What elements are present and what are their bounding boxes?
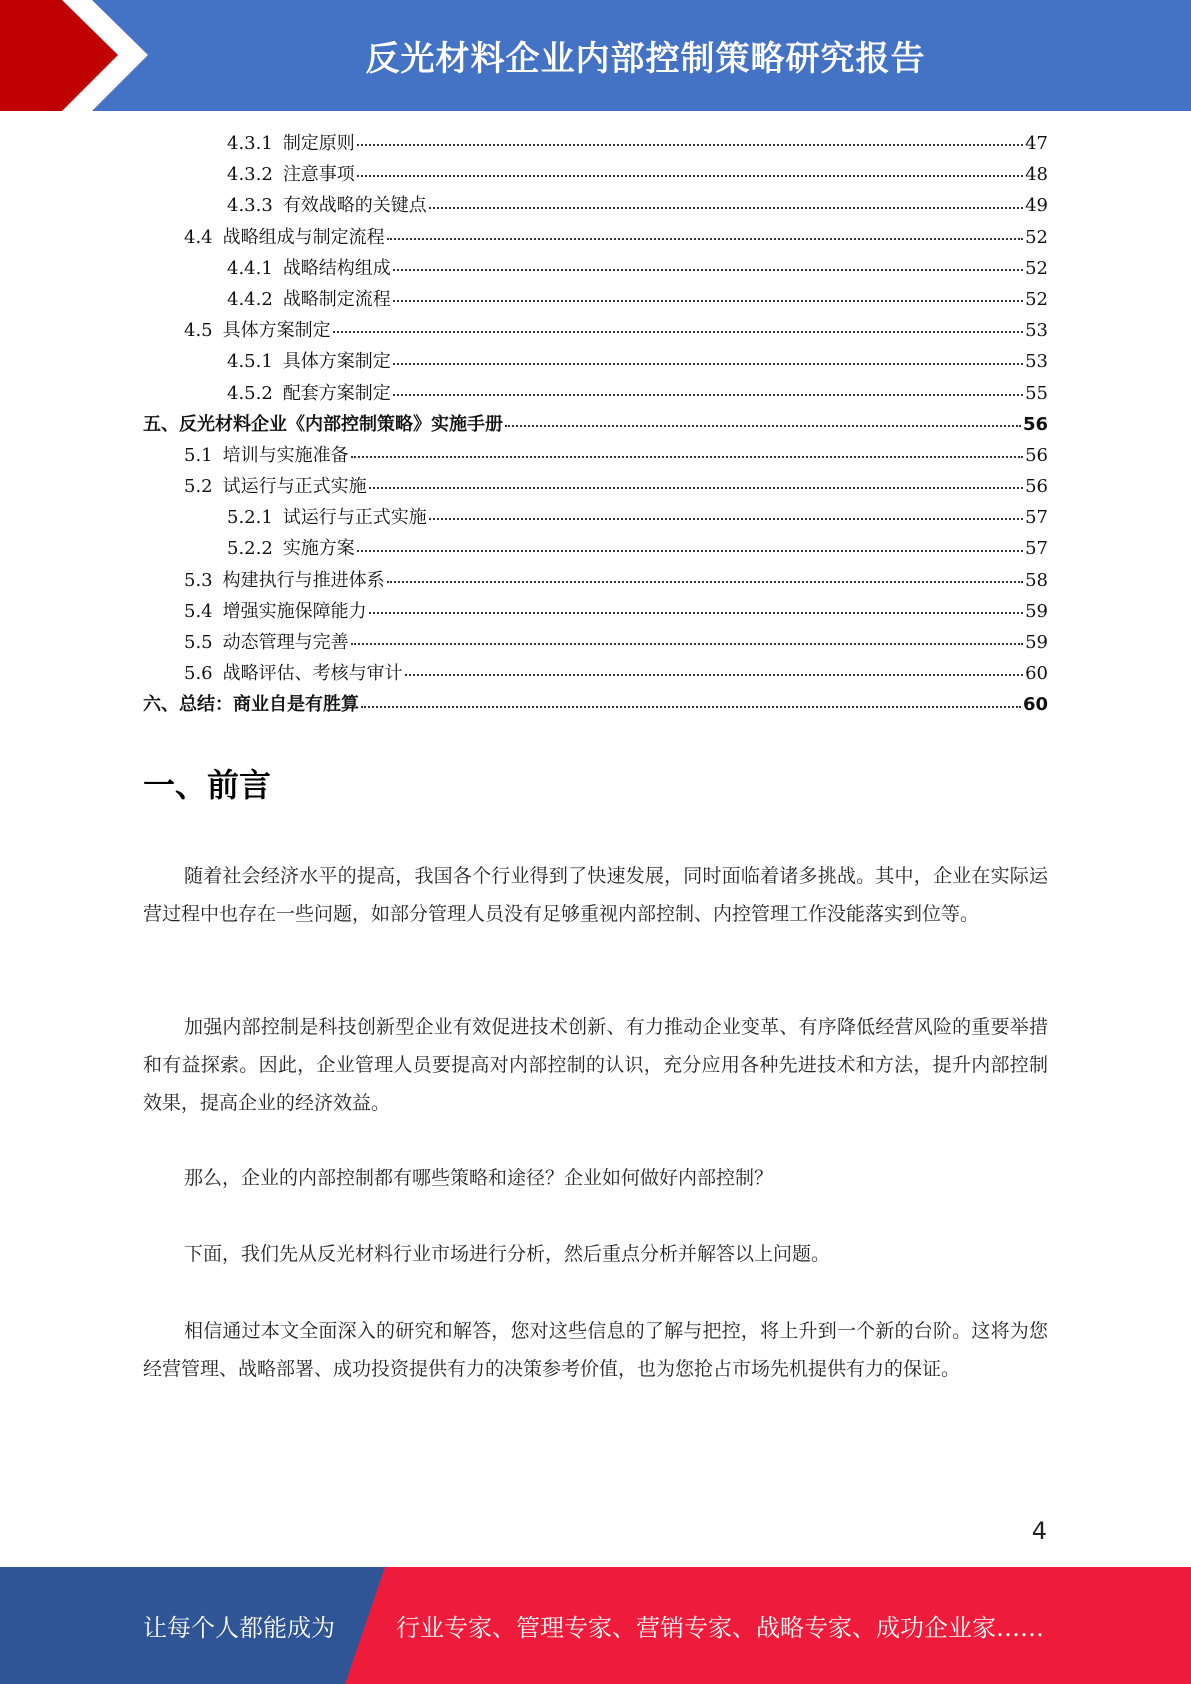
toc-entry-number: 5.6 xyxy=(184,663,213,685)
toc-entry-page: 58 xyxy=(1025,569,1048,591)
toc-entry-page: 52 xyxy=(1025,257,1048,279)
toc-entry-number: 5.2.1 xyxy=(227,507,273,529)
toc-entry-title: 试运行与正式实施 xyxy=(222,476,367,498)
toc-entry-title: 动态管理与完善 xyxy=(222,632,349,653)
toc-entry-number: 4.4.1 xyxy=(227,257,273,279)
toc-entry-page: 60 xyxy=(1025,663,1048,685)
toc-dot-leader xyxy=(405,674,1023,676)
toc-entry-title: 五、反光材料企业《内部控制策略》实施手册 xyxy=(143,413,503,435)
page-header xyxy=(0,0,1191,111)
toc-entry-number: 5.5 xyxy=(184,632,213,653)
toc-entry-title: 试运行与正式实施 xyxy=(282,507,427,529)
toc-entry-page: 53 xyxy=(1025,351,1048,373)
toc-entry-title: 构建执行与推进体系 xyxy=(222,569,385,591)
toc-entry-number: 4.5.2 xyxy=(227,382,273,404)
toc-entry[interactable] xyxy=(143,253,1048,284)
toc-entry-number: 5.2.2 xyxy=(227,538,273,560)
toc-entry[interactable] xyxy=(143,471,1048,502)
toc-dot-leader xyxy=(333,331,1023,333)
paragraph: 相信通过本文全面深入的研究和解答，您对这些信息的了解与把控，将上升到一个新的台阶。这将为您经营管理、战略部署、成功投资提供有力的决策参考价值，也为您抢占市场先机提供有力的保证。 xyxy=(143,1320,1048,1380)
toc-dot-leader xyxy=(351,643,1023,645)
section-heading: 一、前言 xyxy=(143,766,272,804)
toc-entry[interactable] xyxy=(143,315,1048,346)
toc-entry[interactable] xyxy=(143,627,1048,658)
footer-slogan-left: 让每个人都能成为 xyxy=(143,1614,335,1642)
toc-entry-number: 5.4 xyxy=(184,600,213,622)
toc-entry[interactable] xyxy=(143,689,1048,720)
toc-entry-title: 培训与实施准备 xyxy=(222,444,349,466)
toc-dot-leader xyxy=(393,300,1023,302)
toc-entry-number: 4.4.2 xyxy=(227,288,273,310)
toc-entry-number: 4.3.3 xyxy=(227,195,273,217)
toc-entry-page: 60 xyxy=(1022,694,1048,716)
toc-entry-page: 47 xyxy=(1025,133,1048,154)
paragraph: 下面，我们先从反光材料行业市场进行分析，然后重点分析并解答以上问题。 xyxy=(184,1243,831,1265)
toc-entry[interactable] xyxy=(143,596,1048,627)
toc-entry-title: 战略评估、考核与审计 xyxy=(222,663,403,685)
toc-entry[interactable] xyxy=(143,565,1048,596)
toc-entry-title: 战略结构组成 xyxy=(282,257,391,279)
toc-entry-number: 4.5.1 xyxy=(227,351,273,373)
toc-entry[interactable] xyxy=(143,409,1048,440)
toc-entry-page: 53 xyxy=(1025,320,1048,342)
table-of-contents xyxy=(143,128,1048,721)
toc-entry-page: 49 xyxy=(1025,195,1048,217)
toc-entry-page: 55 xyxy=(1025,382,1048,404)
toc-dot-leader xyxy=(351,456,1023,458)
toc-entry-page: 56 xyxy=(1022,413,1048,435)
report-title: 反光材料企业内部控制策略研究报告 xyxy=(365,39,926,79)
toc-entry[interactable] xyxy=(143,190,1048,221)
toc-entry[interactable] xyxy=(143,128,1048,159)
toc-entry-title: 具体方案制定 xyxy=(222,320,331,342)
toc-entry-title: 注意事项 xyxy=(282,164,355,186)
toc-entry[interactable] xyxy=(143,502,1048,533)
toc-entry-title: 增强实施保障能力 xyxy=(222,600,367,622)
header-chevron-decoration xyxy=(0,0,160,111)
toc-entry-page: 59 xyxy=(1025,600,1048,622)
toc-dot-leader xyxy=(357,144,1023,146)
toc-entry[interactable] xyxy=(143,533,1048,564)
toc-dot-leader xyxy=(429,518,1023,520)
toc-dot-leader xyxy=(357,550,1023,552)
toc-entry-number: 5.1 xyxy=(184,444,213,466)
toc-entry-number: 5.2 xyxy=(184,476,213,498)
toc-entry-page: 48 xyxy=(1025,164,1048,186)
toc-entry-number: 4.5 xyxy=(184,320,213,342)
toc-entry-title: 有效战略的关键点 xyxy=(282,195,427,217)
toc-dot-leader xyxy=(369,612,1023,614)
toc-dot-leader xyxy=(393,394,1023,396)
toc-dot-leader xyxy=(393,269,1023,271)
footer-slogan-right: 行业专家、管理专家、营销专家、战略专家、成功企业家…… xyxy=(396,1614,1044,1642)
paragraph: 那么，企业的内部控制都有哪些策略和途径？企业如何做好内部控制？ xyxy=(184,1167,774,1189)
toc-entry-title: 具体方案制定 xyxy=(282,351,391,373)
toc-entry-title: 六、总结：商业自是有胜算 xyxy=(143,694,359,716)
paragraph: 加强内部控制是科技创新型企业有效促进技术创新、有力推动企业变革、有序降低经营风险的重要举措和有益探索。因此，企业管理人员要提高对内部控制的认识，充分应用各种先进技术和方法，提升内部控制效果，提高企业的经济效益。 xyxy=(143,1016,1048,1114)
page-number: 4 xyxy=(1031,1517,1047,1545)
toc-entry-number: 4.3.1 xyxy=(227,133,273,154)
toc-dot-leader xyxy=(393,363,1023,365)
toc-entry-page: 52 xyxy=(1025,288,1048,310)
toc-entry-title: 战略制定流程 xyxy=(282,288,391,310)
toc-entry[interactable] xyxy=(143,222,1048,253)
toc-entry[interactable] xyxy=(143,440,1048,471)
toc-entry-page: 56 xyxy=(1025,476,1048,498)
toc-entry[interactable] xyxy=(143,378,1048,409)
toc-entry-page: 56 xyxy=(1025,444,1048,466)
toc-dot-leader xyxy=(357,175,1023,177)
toc-entry[interactable] xyxy=(143,346,1048,377)
toc-dot-leader xyxy=(429,207,1023,209)
toc-dot-leader xyxy=(369,487,1023,489)
toc-entry-page: 57 xyxy=(1025,538,1048,560)
toc-entry-title: 配套方案制定 xyxy=(282,382,391,404)
toc-dot-leader xyxy=(361,706,1021,708)
toc-entry-title: 实施方案 xyxy=(282,538,355,560)
page-footer xyxy=(0,1567,1191,1684)
toc-entry[interactable] xyxy=(143,658,1048,689)
toc-entry[interactable] xyxy=(143,284,1048,315)
toc-entry-number: 4.3.2 xyxy=(227,164,273,186)
toc-entry-page: 57 xyxy=(1025,507,1048,529)
toc-dot-leader xyxy=(387,581,1023,583)
toc-entry-title: 战略组成与制定流程 xyxy=(222,226,385,248)
toc-dot-leader xyxy=(387,238,1023,240)
toc-entry-number: 4.4 xyxy=(184,226,213,248)
toc-entry-title: 制定原则 xyxy=(282,133,355,154)
toc-entry-page: 59 xyxy=(1025,632,1048,653)
toc-entry-page: 52 xyxy=(1025,226,1048,248)
toc-entry-number: 5.3 xyxy=(184,569,213,591)
toc-dot-leader xyxy=(505,425,1021,427)
toc-entry[interactable] xyxy=(143,159,1048,190)
paragraph: 随着社会经济水平的提高，我国各个行业得到了快速发展，同时面临着诸多挑战。其中，企业在实际运营过程中也存在一些问题，如部分管理人员没有足够重视内部控制、内控管理工作没能落实到位等。 xyxy=(143,865,1048,925)
